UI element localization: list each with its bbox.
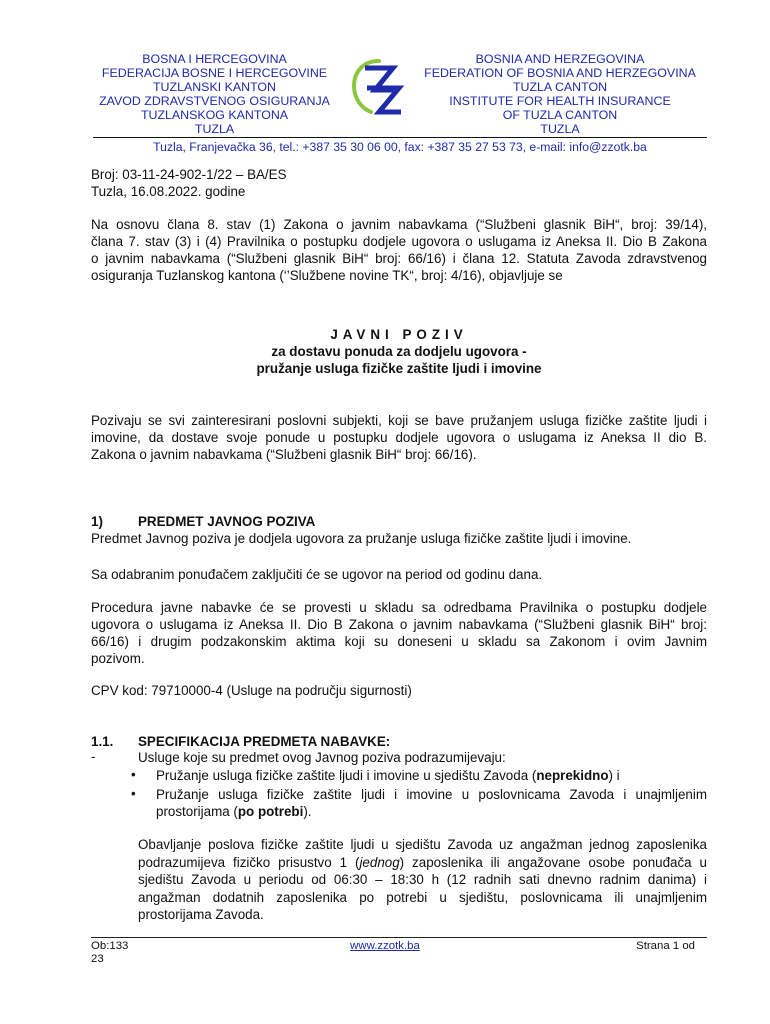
letterhead-divider xyxy=(93,137,707,138)
doc-number: Broj: 03-11-24-902-1/22 – BA/ES xyxy=(91,167,287,182)
doc-title: JAVNI POZIV xyxy=(330,327,468,342)
list-item xyxy=(156,786,707,820)
paragraph-line: prostorijama Zavoda. xyxy=(138,907,264,923)
paragraph-line: sjedištu Zavoda u periodu od 06:30 – 18:30 h (12 radnih sati dnevno radnim danima) i xyxy=(138,872,707,888)
doc-date: Tuzla, 16.08.2022. godine xyxy=(91,184,246,199)
section-heading xyxy=(91,513,707,530)
paragraph-line: Usluge koje su predmet ovog Javnog poziva podrazumijevaju: xyxy=(138,750,506,765)
paragraph-line: Sa odabranim ponuđačem zaključiti će se ugovor na period od godinu dana. xyxy=(91,567,543,582)
paragraph-line: ugovora o uslugama iz Aneksa II. Dio B Zakona o javnim nabavkama (“Službeni glasnik BiH“ broj: xyxy=(91,617,707,632)
footer-divider xyxy=(91,937,707,938)
bullet-icon: • xyxy=(131,786,136,801)
list-item-text: Pružanje usluga fizičke zaštite ljudi i imovine u poslovnicama Zavoda i unajmljenim xyxy=(156,787,707,802)
intro-line: osiguranja Tuzlanskog kantona (‘’Službene novine TK“, broj: 4/16), objavljuje se xyxy=(91,268,563,283)
section-number: 1) xyxy=(91,514,103,529)
list-item-text: ) i xyxy=(608,768,620,783)
footer-website-link[interactable]: www.zzotk.ba xyxy=(350,940,420,952)
invite-line: Pozivaju se svi zainteresirani poslovni subjekti, koji se bave pružanjem usluga fizičke zaštite ljudi i xyxy=(91,413,707,428)
letterhead-contact: Tuzla, Franjevačka 36, tel.: +387 35 30 06 00, fax: +387 35 27 53 73, e-mail: info@zzotk.ba xyxy=(153,140,647,154)
letterhead-right-line: INSTITUTE FOR HEALTH INSURANCE xyxy=(449,94,671,108)
letterhead-right-line: OF TUZLA CANTON xyxy=(502,108,618,122)
doc-reference xyxy=(91,166,707,200)
list-item-emphasis: neprekidno xyxy=(536,768,609,783)
footer-page: Strana 1 od xyxy=(636,940,695,952)
letterhead-left-line: ZAVOD ZDRAVSTVENOG OSIGURANJA xyxy=(99,94,330,108)
doc-subtitle: pružanje usluga fizičke zaštite ljudi i imovine xyxy=(256,361,542,376)
letterhead-left-line: TUZLANSKOG KANTONA xyxy=(140,108,289,122)
zz-logo-icon xyxy=(351,58,407,118)
letterhead-right-line: BOSNIA AND HERZEGOVINA xyxy=(475,52,645,66)
letterhead-left-line: FEDERACIJA BOSNE I HERCEGOVINE xyxy=(101,66,328,80)
list-item-text: prostorijama ( xyxy=(156,804,238,819)
invite-line: Zakona o javnim nabavkama (“Službeni glasnik BiH“ broj: 66/16). xyxy=(91,447,477,462)
dash-marker: - xyxy=(91,749,96,764)
section-paragraph xyxy=(91,530,707,547)
letterhead-left-line: TUZLA xyxy=(194,122,235,136)
subsection-heading xyxy=(91,733,707,750)
list-item-text: ). xyxy=(303,804,312,819)
invite-line: imovine, da dostave svoje ponude u postupku dodjele ugovora o uslugama iz Aneksa II dio B. xyxy=(91,430,707,445)
paragraph-line: 66/16) i drugim podzakonskim aktima koji su doneseni u skladu sa Zakonom i ovim Javnim xyxy=(91,634,707,649)
paragraph-line: Obavljanje poslova fizičke zaštite ljudi u sjedištu Zavoda uz angažman jednog zaposlenika xyxy=(138,837,707,852)
list-item xyxy=(156,767,707,784)
detail-paragraph xyxy=(138,836,707,924)
paragraph-emphasis: jednog xyxy=(359,854,400,870)
section-paragraph xyxy=(91,566,707,583)
letterhead-right-line: TUZLA xyxy=(540,122,580,136)
footer-ob-line: 23 xyxy=(91,953,104,965)
list-item-emphasis: po potrebi xyxy=(237,804,304,819)
list-item-text: Pružanje usluga fizičke zaštite ljudi i imovine u sjedištu Zavoda ( xyxy=(156,768,537,783)
paragraph-line: pozivom. xyxy=(91,651,145,666)
bullet-icon: • xyxy=(131,767,136,782)
list-lead xyxy=(138,749,707,766)
subsection-number: 1.1. xyxy=(91,734,114,749)
letterhead-left-line: TUZLANSKI KANTON xyxy=(152,80,276,94)
letterhead-right-line: TUZLA CANTON xyxy=(512,80,608,94)
doc-subtitle: za dostavu ponuda za dodjelu ugovora - xyxy=(271,344,527,359)
paragraph-line: CPV kod: 79710000-4 (Usluge na području sigurnosti) xyxy=(91,683,412,698)
section-title: PREDMET JAVNOG POZIVA xyxy=(138,514,316,529)
intro-line: o javnim nabavkama (“Službeni glasnik BiH“ broj: 66/16) i člana 12. Statuta Zavoda zdravstvenog xyxy=(91,251,707,266)
letterhead-right xyxy=(414,52,706,136)
paragraph-text: ) zaposlenika ili angažovane osobe ponuđača u xyxy=(399,854,707,870)
paragraph-text: podrazumijeva fizičko prisustvo 1 ( xyxy=(138,854,360,870)
invite-paragraph xyxy=(91,412,707,463)
paragraph-line: angažman dodatnih zaposlenika po potrebi u sjedištu, poslovnicama ili unajmljenim xyxy=(138,889,707,905)
doc-title-block xyxy=(91,326,707,377)
intro-line: člana 7. stav (3) i (4) Pravilnika o postupku dodjele ugovora o uslugama iz Aneksa II. Dio B Zakona xyxy=(91,234,707,249)
letterhead-left-line: BOSNA I HERCEGOVINA xyxy=(142,52,287,66)
section-paragraph xyxy=(91,599,707,667)
intro-paragraph xyxy=(91,216,707,284)
paragraph-line: Procedura javne nabavke će se provesti u skladu sa odredbama Pravilnika o postupku dodjele xyxy=(91,600,707,615)
letterhead-left xyxy=(82,52,347,136)
cpv-code xyxy=(91,682,707,699)
intro-line: Na osnovu člana 8. stav (1) Zakona o javnim nabavkama (“Službeni glasnik BiH“, broj: 39/14), xyxy=(91,217,707,232)
paragraph-line: Predmet Javnog poziva je dodjela ugovora za pružanje usluga fizičke zaštite ljudi i imovine. xyxy=(91,531,632,546)
footer-ob-line: Ob:133 xyxy=(91,940,129,952)
letterhead-right-line: FEDERATION OF BOSNIA AND HERZEGOVINA xyxy=(424,66,696,80)
subsection-title: SPECIFIKACIJA PREDMETA NABAVKE: xyxy=(138,734,391,749)
